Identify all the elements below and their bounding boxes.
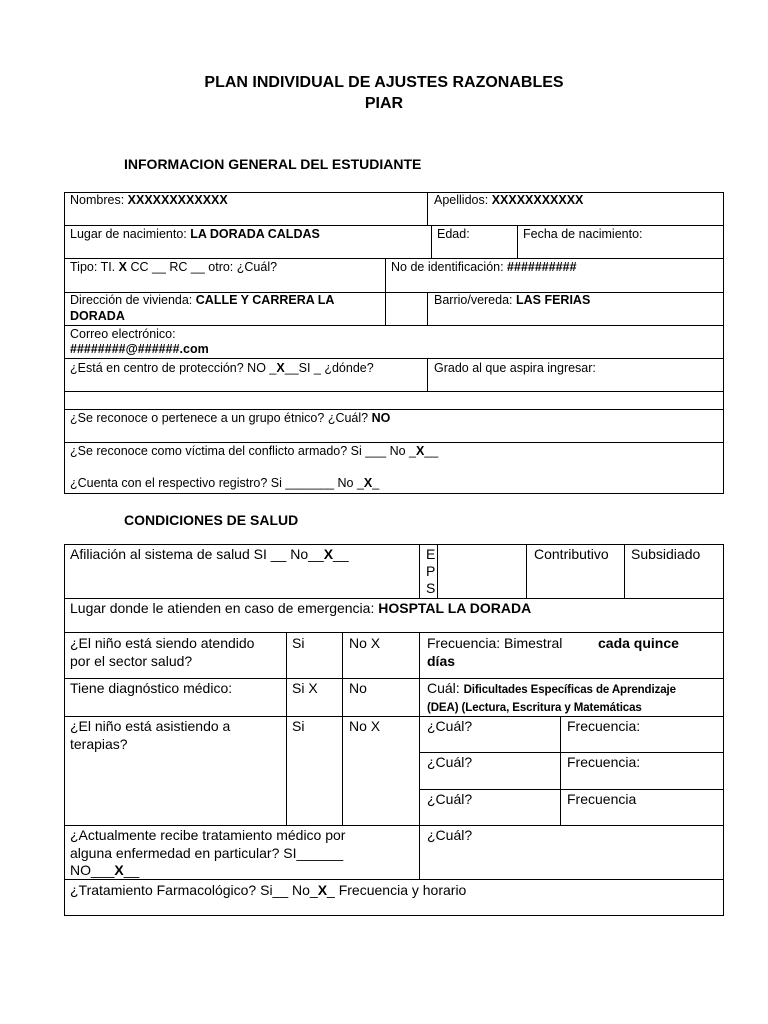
registro-field: ¿Cuenta con el respectivo registro? Si _______ No _X_ <box>70 476 380 490</box>
tratamiento-line1: ¿Actualmente recibe tratamiento médico por <box>70 827 346 843</box>
terapia-frecuencia-2: Frecuencia: <box>567 754 641 770</box>
terapias-label-line1: ¿El niño está asistiendo a <box>70 718 231 734</box>
lugar-nacimiento-field: Lugar de nacimiento: LA DORADA CALDAS <box>70 227 320 241</box>
tratamiento-cual: ¿Cuál? <box>427 827 473 843</box>
tratamiento-line3: NO___X__ <box>70 862 140 878</box>
terapias-si: Si <box>292 718 305 734</box>
atendido-si: Si <box>292 635 305 651</box>
fecha-nacimiento-field: Fecha de nacimiento: <box>523 227 643 241</box>
correo-value: ########@######.com <box>70 342 209 356</box>
afiliacion-field: Afiliación al sistema de salud SI __ No__X__ <box>70 546 349 562</box>
apellidos-field: Apellidos: XXXXXXXXXXX <box>434 193 584 207</box>
nombres-field: Nombres: XXXXXXXXXXXX <box>70 193 228 207</box>
edad-field: Edad: <box>437 227 470 241</box>
terapias-label-line2: terapias? <box>70 736 128 752</box>
centro-proteccion-field: ¿Está en centro de protección? NO _X__SI _ ¿dónde? <box>70 361 374 375</box>
no-identificacion-field: No de identificación: ########## <box>391 260 577 274</box>
direccion-field: Dirección de vivienda: CALLE Y CARRERA LA <box>70 293 335 307</box>
subsidiado-label: Subsidiado <box>631 546 701 562</box>
frecuencia-value-line1: cada quince <box>598 635 679 651</box>
diagnostico-cual: Cuál: Dificultades Específicas de Aprendizaje <box>427 680 676 696</box>
tratamiento-line2: alguna enfermedad en particular? SI______ <box>70 845 344 861</box>
terapia-cual-1: ¿Cuál? <box>427 718 473 734</box>
atendido-label-line2: por el sector salud? <box>70 653 193 669</box>
terapia-frecuencia-1: Frecuencia: <box>567 718 641 734</box>
atendido-label-line1: ¿El niño está siendo atendido <box>70 635 255 651</box>
terapias-no: No X <box>349 718 381 734</box>
eps-letter-e: E <box>426 546 436 562</box>
frecuencia-value-line2: días <box>427 653 456 669</box>
victima-conflicto-field: ¿Se reconoce como víctima del conflicto armado? Si ___ No _X__ <box>70 444 439 458</box>
direccion-value-line2: DORADA <box>70 309 125 323</box>
eps-letter-s: S <box>426 580 436 596</box>
section-title-salud: CONDICIONES DE SALUD <box>124 512 299 528</box>
grupo-etnico-field: ¿Se reconoce o pertenece a un grupo étnico? ¿Cuál? NO <box>70 411 391 425</box>
emergencia-field: Lugar donde le atienden en caso de emergencia: HOSPTAL LA DORADA <box>70 600 532 616</box>
atendido-no: No X <box>349 635 381 651</box>
terapia-frecuencia-3: Frecuencia <box>567 791 637 807</box>
barrio-field: Barrio/vereda: LAS FERIAS <box>434 293 591 307</box>
diagnostico-no: No <box>349 680 367 696</box>
section-title-general-info: INFORMACION GENERAL DEL ESTUDIANTE <box>124 156 422 172</box>
contributivo-label: Contributivo <box>534 546 609 562</box>
document-subtitle: PIAR <box>364 95 404 112</box>
document-title: PLAN INDIVIDUAL DE AJUSTES RAZONABLES <box>204 74 564 91</box>
eps-letter-p: P <box>426 563 436 579</box>
terapia-cual-2: ¿Cuál? <box>427 754 473 770</box>
correo-label: Correo electrónico: <box>70 327 176 341</box>
frecuencia-label: Frecuencia: Bimestral <box>427 635 563 651</box>
terapia-cual-3: ¿Cuál? <box>427 791 473 807</box>
grado-field: Grado al que aspira ingresar: <box>434 361 596 375</box>
diagnostico-si: Si X <box>292 680 318 696</box>
diagnostico-cual-line2: (DEA) (Lectura, Escritura y Matemáticas <box>427 702 642 714</box>
tratamiento-farmacologico: ¿Tratamiento Farmacológico? Si__ No_X_ Frecuencia y horario <box>70 882 467 898</box>
diagnostico-label: Tiene diagnóstico médico: <box>70 680 233 696</box>
tipo-documento-field: Tipo: TI. X CC __ RC __ otro: ¿Cuál? <box>70 260 278 274</box>
